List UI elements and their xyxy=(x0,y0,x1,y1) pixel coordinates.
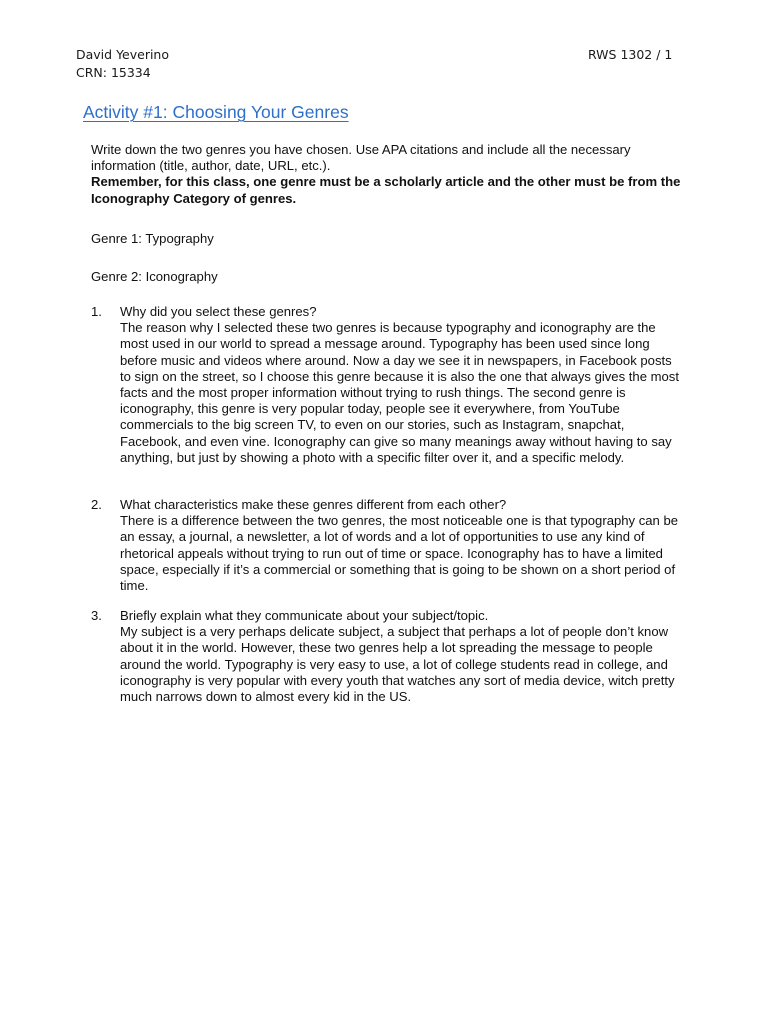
instructions-block xyxy=(91,142,681,207)
question-number: 3. xyxy=(91,608,102,623)
question-number: 2. xyxy=(91,497,102,512)
answer-text: The reason why I selected these two genres is because typography and iconography are the most used in our world to spread a message around. Typography has been used since long before music and videos where around. Now a day we see it in newspapers, in Facebook posts to sign on the street, so I choose this genre because it is also the one that always gives the most facts and the most proper information without trying to rush things. The second genre is iconography, this genre is very popular today, people see it everywhere, from YouTube commercials to the big screen TV, to even on our stories, such as Instagram, snapchat, Facebook, and even vine. Iconography can give so many meanings away without having to say anything, but just by showing a photo with a specific filter over it, and a specific melody. xyxy=(120,320,679,465)
author-name: David Yeverino xyxy=(76,47,169,62)
instructions-text: Write down the two genres you have chosen. Use APA citations and include all the necessary information (title, author, date, URL, etc.). xyxy=(91,142,631,174)
question-text: Briefly explain what they communicate about your subject/topic. xyxy=(120,608,489,623)
question-text: What characteristics make these genres different from each other? xyxy=(120,497,507,512)
genre-1-line: Genre 1: Typography xyxy=(91,231,214,246)
answer-text: There is a difference between the two genres, the most noticeable one is that typography can be an essay, a journal, a newsletter, a lot of words and a lot of opportunities to use any kind of rhetorical appeals without trying to run out of time or space. Iconography has to have a limited space, especially if it’s a commercial or something that is going to be shown on a short period of time. xyxy=(120,513,679,594)
instructions-bold-note: Remember, for this class, one genre must be a scholarly article and the other must be from the Iconography Category of genres. xyxy=(91,174,681,206)
header-student-info xyxy=(76,46,169,82)
question-text: Why did you select these genres? xyxy=(120,304,317,319)
header-course-page: RWS 1302 / 1 xyxy=(588,47,673,62)
question-number: 1. xyxy=(91,304,102,319)
genre-2-line: Genre 2: Iconography xyxy=(91,269,218,284)
crn-number: CRN: 15334 xyxy=(76,65,151,80)
activity-title: Activity #1: Choosing Your Genres xyxy=(83,102,349,122)
answer-text: My subject is a very perhaps delicate subject, a subject that perhaps a lot of people don’t know about it in the world. However, these two genres help a lot spreading the message to people around the world. Typography is very easy to use, a lot of college students read in college, and iconography is very popular with every youth that watches any sort of media device, witch pretty much narrows down to almost every kid in the US. xyxy=(120,624,675,705)
